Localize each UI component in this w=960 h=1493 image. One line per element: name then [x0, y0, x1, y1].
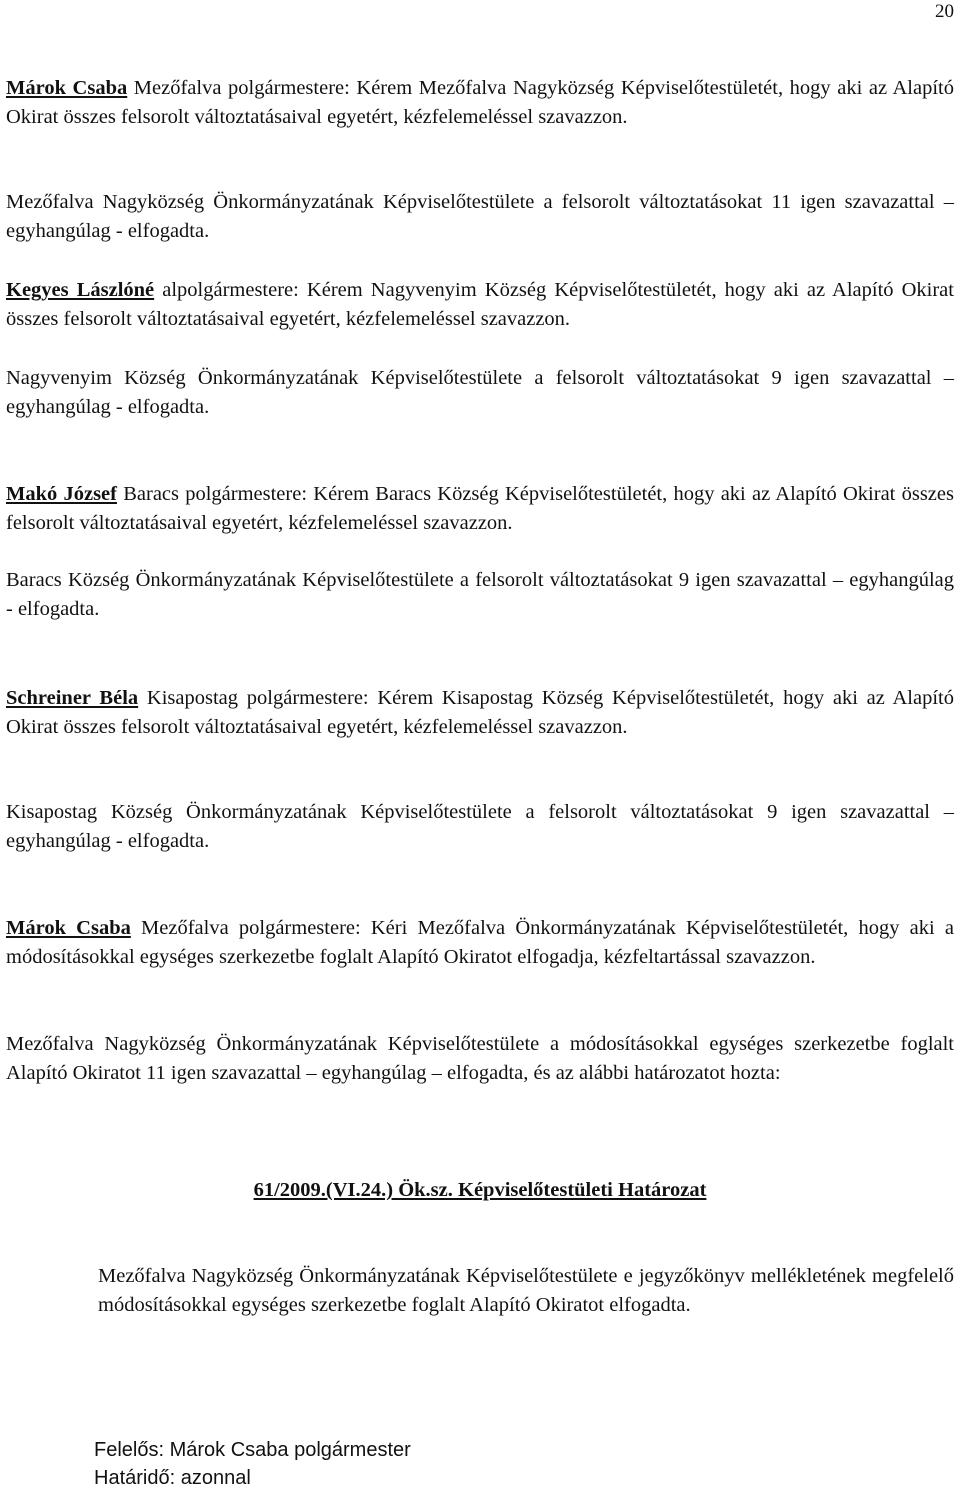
deadline: Határidő: azonnal	[94, 1467, 251, 1489]
paragraph-kisapostag-vote-result: Kisapostag Község Önkormányzatának Képviselőtestülete a felsorolt változtatásokat 9 igen szavazattal – egyhangúlag - elfogadta.	[6, 801, 954, 852]
speaker-name: Kegyes Lászlóné	[6, 279, 155, 301]
speaker-name: Makó József	[6, 483, 117, 505]
paragraph-mayor-mezofalva-final-request	[6, 914, 954, 972]
paragraph-text: alpolgármestere: Kérem Nagyvenyim Község Képviselőtestületét, hogy aki az Alapító Okirat összes felsorolt változtatásaival egyetért, kézfelemeléssel szavazzon.	[6, 279, 954, 330]
paragraph-text: Kisapostag polgármestere: Kérem Kisapostag Község Képviselőtestületét, hogy aki az Alapító Okirat összes felsorolt változtatásaival egyetért, kézfelemeléssel szavazzon.	[6, 687, 954, 738]
paragraph-deputy-nagyvenyim-request	[6, 276, 954, 334]
resolution-title: 61/2009.(VI.24.) Ök.sz. Képviselőtestületi Határozat	[253, 1179, 707, 1201]
paragraph-text: Baracs polgármestere: Kérem Baracs Község Képviselőtestületét, hogy aki az Alapító Okirat összes felsorolt változtatásaival egyetért, kézfelemeléssel szavazzon.	[6, 483, 954, 534]
paragraph-mezofalva-vote-result: Mezőfalva Nagyközség Önkormányzatának Képviselőtestülete a felsorolt változtatásokat 11 igen szavazattal – egyhangúlag - elfogadta.	[6, 191, 954, 242]
speaker-name: Márok Csaba	[6, 77, 128, 99]
paragraph-text: Mezőfalva polgármestere: Kérem Mezőfalva Nagyközség Képviselőtestületét, hogy aki az Alapító Okirat összes felsorolt változtatásaival egyetért, kézfelemeléssel szavazzon.	[6, 77, 954, 128]
paragraph-baracs-vote-result: Baracs Község Önkormányzatának Képviselőtestülete a felsorolt változtatásokat 9 igen szavazattal – egyhangúlag - elfogadta.	[6, 569, 954, 620]
page-number: 20	[935, 1, 954, 22]
resolution-body: Mezőfalva Nagyközség Önkormányzatának Képviselőtestülete e jegyzőkönyv mellékletének megfelelő módosításokkal egységes szerkezetbe foglalt Alapító Okiratot elfogadta.	[98, 1265, 954, 1316]
paragraph-text: Mezőfalva polgármestere: Kéri Mezőfalva Önkormányzatának Képviselőtestületét, hogy aki a módosításokkal egységes szerkezetbe foglalt Alapító Okiratot elfogadja, kézfeltartással szavazzon.	[6, 917, 954, 968]
paragraph-mayor-mezofalva-request	[6, 74, 954, 132]
paragraph-mayor-kisapostag-request	[6, 684, 954, 742]
paragraph-mayor-baracs-request	[6, 480, 954, 538]
paragraph-mezofalva-final-vote-result: Mezőfalva Nagyközség Önkormányzatának Képviselőtestülete a módosításokkal egységes szerkezetbe foglalt Alapító Okiratot 11 igen szavazattal – egyhangúlag – elfogadta, és az alábbi határozatot hozta:	[6, 1033, 954, 1084]
speaker-name: Márok Csaba	[6, 917, 131, 939]
speaker-name: Schreiner Béla	[6, 687, 139, 709]
responsible-person: Felelős: Márok Csaba polgármester	[94, 1439, 411, 1461]
paragraph-nagyvenyim-vote-result: Nagyvenyim Község Önkormányzatának Képviselőtestülete a felsorolt változtatásokat 9 igen szavazattal – egyhangúlag - elfogadta.	[6, 367, 954, 418]
